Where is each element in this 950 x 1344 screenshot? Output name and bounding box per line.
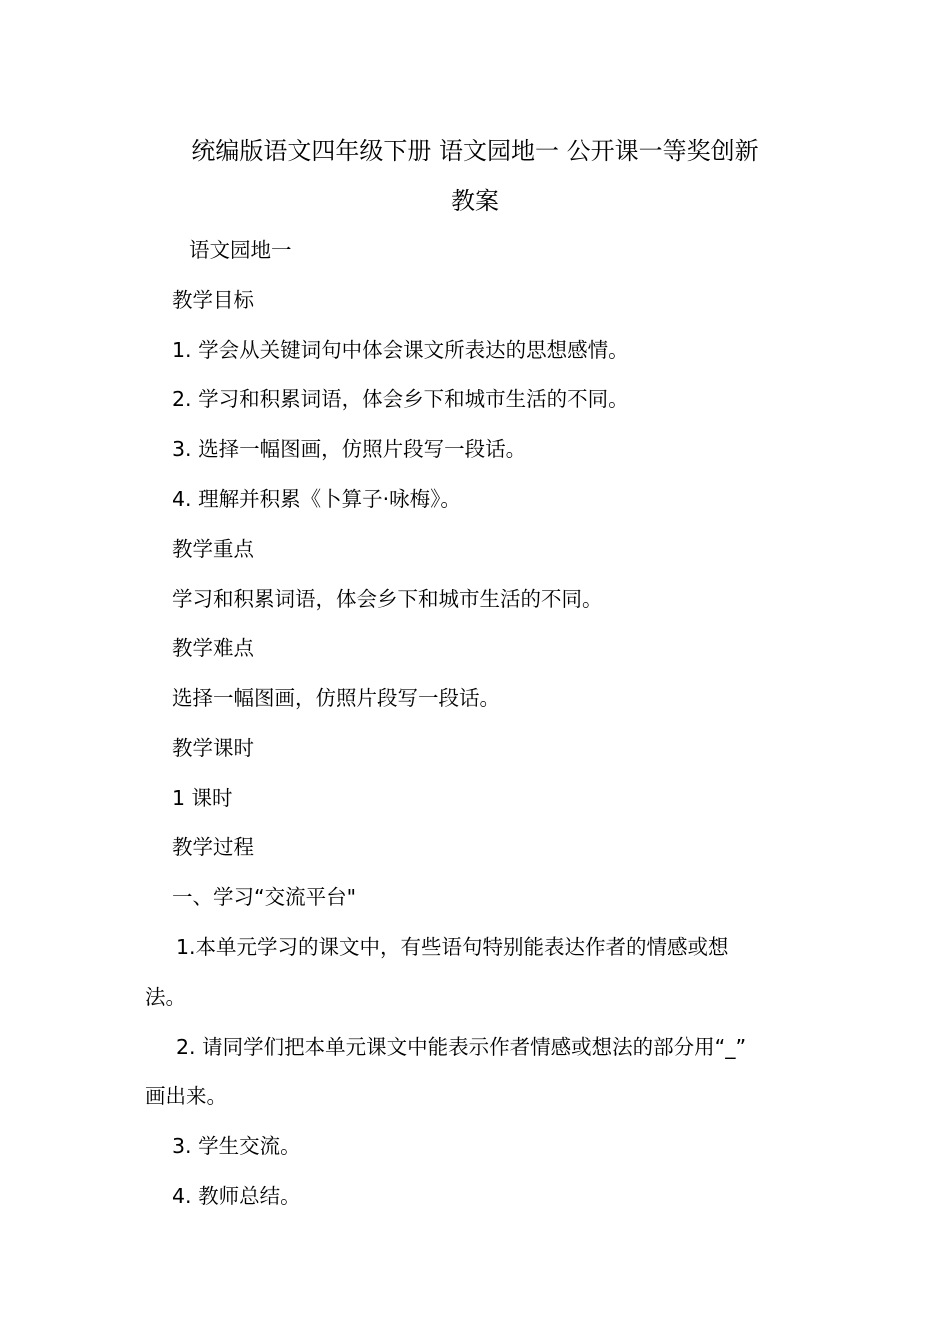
hours-heading: 教学课时 [172,736,254,760]
process-item-2-cont: 画出来。 [145,1084,227,1108]
process-item-2: 2. 请同学们把本单元课文中能表示作者情感或想法的部分用“_” [176,1035,747,1059]
key-heading: 教学重点 [172,537,254,561]
process-item-4: 4. 教师总结。 [172,1184,301,1208]
goal-item-3: 3. 选择一幅图画，仿照片段写一段话。 [172,437,527,461]
goals-heading: 教学目标 [172,288,254,312]
goal-item-4: 4. 理解并积累《卜算子·咏梅》。 [172,487,461,511]
key-text: 学习和积累词语，体会乡下和城市生活的不同。 [172,587,603,611]
process-item-1: 1.本单元学习的课文中，有些语句特别能表达作者的情感或想 [176,935,729,959]
hours-text: 1 课时 [172,786,233,810]
goal-item-1: 1. 学会从关键词句中体会课文所表达的思想感情。 [172,338,629,362]
document-title-line-2: 教案 [451,187,499,215]
document-title-line-1: 统编版语文四年级下册 语文园地一 公开课一等奖创新 [191,137,759,165]
difficulty-text: 选择一幅图画，仿照片段写一段话。 [172,686,500,710]
goal-item-2: 2. 学习和积累词语，体会乡下和城市生活的不同。 [172,387,629,411]
process-item-3: 3. 学生交流。 [172,1134,301,1158]
difficulty-heading: 教学难点 [172,636,254,660]
process-item-1-cont: 法。 [145,985,186,1009]
process-heading: 教学过程 [172,835,254,859]
section-subtitle: 语文园地一 [189,238,292,262]
process-part-1: 一、学习“交流平台" [172,885,357,909]
